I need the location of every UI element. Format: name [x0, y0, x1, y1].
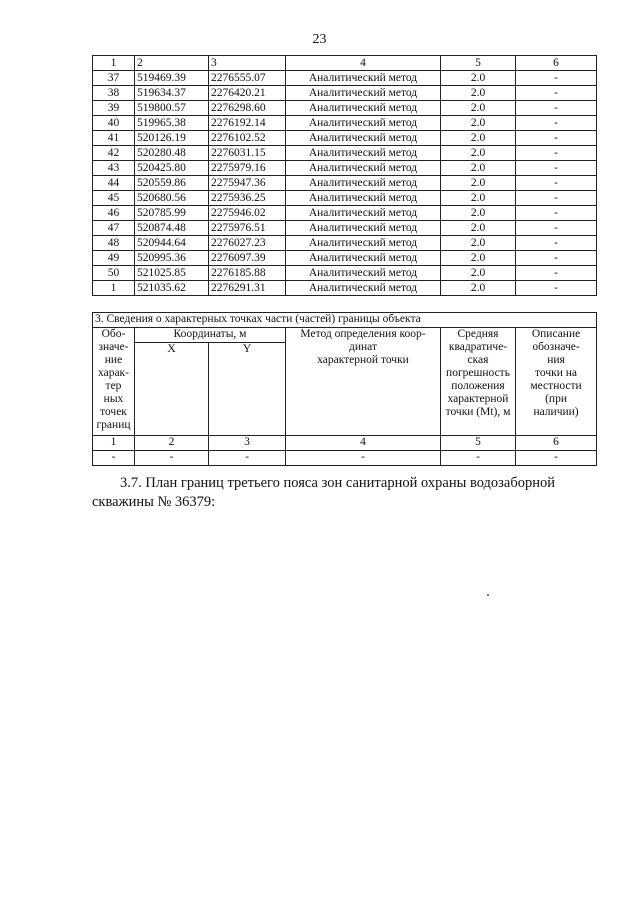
point-number: 46 — [93, 206, 135, 221]
accuracy: 2.0 — [441, 116, 516, 131]
scan-dot — [487, 594, 489, 596]
method: Аналитический метод — [286, 221, 441, 236]
accuracy: 2.0 — [441, 101, 516, 116]
empty-cell: - — [286, 451, 441, 466]
y-header: Y — [209, 343, 286, 436]
point-number: 1 — [93, 281, 135, 296]
empty-cell: - — [209, 451, 286, 466]
point-number: 47 — [93, 221, 135, 236]
description: 6 — [516, 56, 597, 71]
y-coordinate: 2276291.31 — [209, 281, 286, 296]
column-number: 2 — [135, 436, 209, 451]
section-title: 3. Сведения о характерных точках части (частей) границы объекта — [93, 313, 597, 328]
y-coordinate: 2275946.02 — [209, 206, 286, 221]
table-row — [93, 71, 597, 86]
y-coordinate: 2275976.51 — [209, 221, 286, 236]
column-number: 3 — [209, 436, 286, 451]
method: Аналитический метод — [286, 86, 441, 101]
x-coordinate: 520874.48 — [135, 221, 209, 236]
header-row — [93, 56, 597, 71]
method: Аналитический метод — [286, 116, 441, 131]
x-coordinate: 520280.48 — [135, 146, 209, 161]
table-row — [93, 221, 597, 236]
point-number: 50 — [93, 266, 135, 281]
x-coordinate: 520425.80 — [135, 161, 209, 176]
method-header: Метод определения коор- динат характерной точки — [286, 328, 441, 436]
accuracy: 2.0 — [441, 131, 516, 146]
column-number: 1 — [93, 436, 135, 451]
paragraph-line-1: 3.7. План границ третьего пояса зон санитарной охраны водозаборной — [120, 475, 555, 491]
column-number: 4 — [286, 436, 441, 451]
column-number: 5 — [441, 436, 516, 451]
table-row — [93, 236, 597, 251]
point-number: 1 — [93, 56, 135, 71]
point-number: 43 — [93, 161, 135, 176]
coordinates-header: Координаты, м — [135, 328, 286, 343]
x-coordinate: 519634.37 — [135, 86, 209, 101]
method: Аналитический метод — [286, 101, 441, 116]
y-coordinate: 2276102.52 — [209, 131, 286, 146]
accuracy: 2.0 — [441, 251, 516, 266]
x-coordinate: 521035.62 — [135, 281, 209, 296]
y-coordinate: 3 — [209, 56, 286, 71]
x-header: X — [135, 343, 209, 436]
accuracy: 2.0 — [441, 176, 516, 191]
description: - — [516, 71, 597, 86]
method: Аналитический метод — [286, 251, 441, 266]
description: - — [516, 86, 597, 101]
y-coordinate: 2275947.36 — [209, 176, 286, 191]
x-coordinate: 520680.56 — [135, 191, 209, 206]
method: Аналитический метод — [286, 146, 441, 161]
description: - — [516, 266, 597, 281]
y-coordinate: 2276097.39 — [209, 251, 286, 266]
y-coordinate: 2275979.16 — [209, 161, 286, 176]
method: Аналитический метод — [286, 161, 441, 176]
table-row — [93, 116, 597, 131]
method: Аналитический метод — [286, 131, 441, 146]
accuracy: 2.0 — [441, 281, 516, 296]
x-coordinate: 520126.19 — [135, 131, 209, 146]
page-number: 23 — [312, 32, 327, 47]
empty-cell: - — [441, 451, 516, 466]
y-coordinate: 2276420.21 — [209, 86, 286, 101]
description: - — [516, 146, 597, 161]
y-coordinate: 2275936.25 — [209, 191, 286, 206]
x-coordinate: 519800.57 — [135, 101, 209, 116]
description: - — [516, 221, 597, 236]
point-number: 37 — [93, 71, 135, 86]
point-number: 45 — [93, 191, 135, 206]
y-coordinate: 2276192.14 — [209, 116, 286, 131]
accuracy: 2.0 — [441, 266, 516, 281]
y-coordinate: 2276185.88 — [209, 266, 286, 281]
accuracy: 2.0 — [441, 206, 516, 221]
description: - — [516, 161, 597, 176]
part-boundary-points-table — [92, 312, 597, 466]
accuracy: 2.0 — [441, 146, 516, 161]
point-number: 44 — [93, 176, 135, 191]
accuracy: 2.0 — [441, 71, 516, 86]
table-row — [93, 251, 597, 266]
x-coordinate: 520785.99 — [135, 206, 209, 221]
x-coordinate: 520995.36 — [135, 251, 209, 266]
table-row — [93, 146, 597, 161]
column-number: 6 — [516, 436, 597, 451]
accuracy: 2.0 — [441, 86, 516, 101]
description: - — [516, 101, 597, 116]
accuracy: 2.0 — [441, 221, 516, 236]
y-coordinate: 2276555.07 — [209, 71, 286, 86]
description: - — [516, 236, 597, 251]
point-designation-header: Обо- значе- ние харак- тер ных точек границ — [93, 328, 135, 436]
table-row — [93, 101, 597, 116]
point-number: 40 — [93, 116, 135, 131]
description: - — [516, 176, 597, 191]
paragraph-line-2: скважины № 36379: — [92, 494, 216, 510]
point-number: 41 — [93, 131, 135, 146]
section-paragraph — [92, 474, 612, 512]
x-coordinate: 520944.64 — [135, 236, 209, 251]
accuracy: 2.0 — [441, 161, 516, 176]
point-number: 42 — [93, 146, 135, 161]
method: Аналитический метод — [286, 281, 441, 296]
point-number: 48 — [93, 236, 135, 251]
y-coordinate: 2276298.60 — [209, 101, 286, 116]
x-coordinate: 2 — [135, 56, 209, 71]
description: - — [516, 206, 597, 221]
method: 4 — [286, 56, 441, 71]
accuracy: 2.0 — [441, 236, 516, 251]
method: Аналитический метод — [286, 71, 441, 86]
x-coordinate: 520559.86 — [135, 176, 209, 191]
table-row — [93, 281, 597, 296]
method: Аналитический метод — [286, 176, 441, 191]
empty-cell: - — [93, 451, 135, 466]
x-coordinate: 521025.85 — [135, 266, 209, 281]
empty-cell: - — [135, 451, 209, 466]
accuracy-header: Средняя квадратиче- ская погрешность положения характерной точки (Mt), м — [441, 328, 516, 436]
description-header: Описание обозначе- ния точки на местности (при наличии) — [516, 328, 597, 436]
empty-data-row — [93, 451, 597, 466]
description: - — [516, 191, 597, 206]
table-row — [93, 191, 597, 206]
y-coordinate: 2276031.15 — [209, 146, 286, 161]
description: - — [516, 116, 597, 131]
table-row — [93, 161, 597, 176]
description: - — [516, 281, 597, 296]
empty-cell: - — [516, 451, 597, 466]
description: - — [516, 251, 597, 266]
method: Аналитический метод — [286, 266, 441, 281]
table-row — [93, 176, 597, 191]
boundary-points-table — [92, 55, 597, 296]
point-number: 38 — [93, 86, 135, 101]
table-row — [93, 266, 597, 281]
table-row — [93, 206, 597, 221]
point-number: 49 — [93, 251, 135, 266]
table-row — [93, 86, 597, 101]
x-coordinate: 519469.39 — [135, 71, 209, 86]
accuracy: 5 — [441, 56, 516, 71]
y-coordinate: 2276027.23 — [209, 236, 286, 251]
table-row — [93, 131, 597, 146]
x-coordinate: 519965.38 — [135, 116, 209, 131]
description: - — [516, 131, 597, 146]
point-number: 39 — [93, 101, 135, 116]
method: Аналитический метод — [286, 206, 441, 221]
method: Аналитический метод — [286, 236, 441, 251]
accuracy: 2.0 — [441, 191, 516, 206]
method: Аналитический метод — [286, 191, 441, 206]
column-numbers-row — [93, 436, 597, 451]
